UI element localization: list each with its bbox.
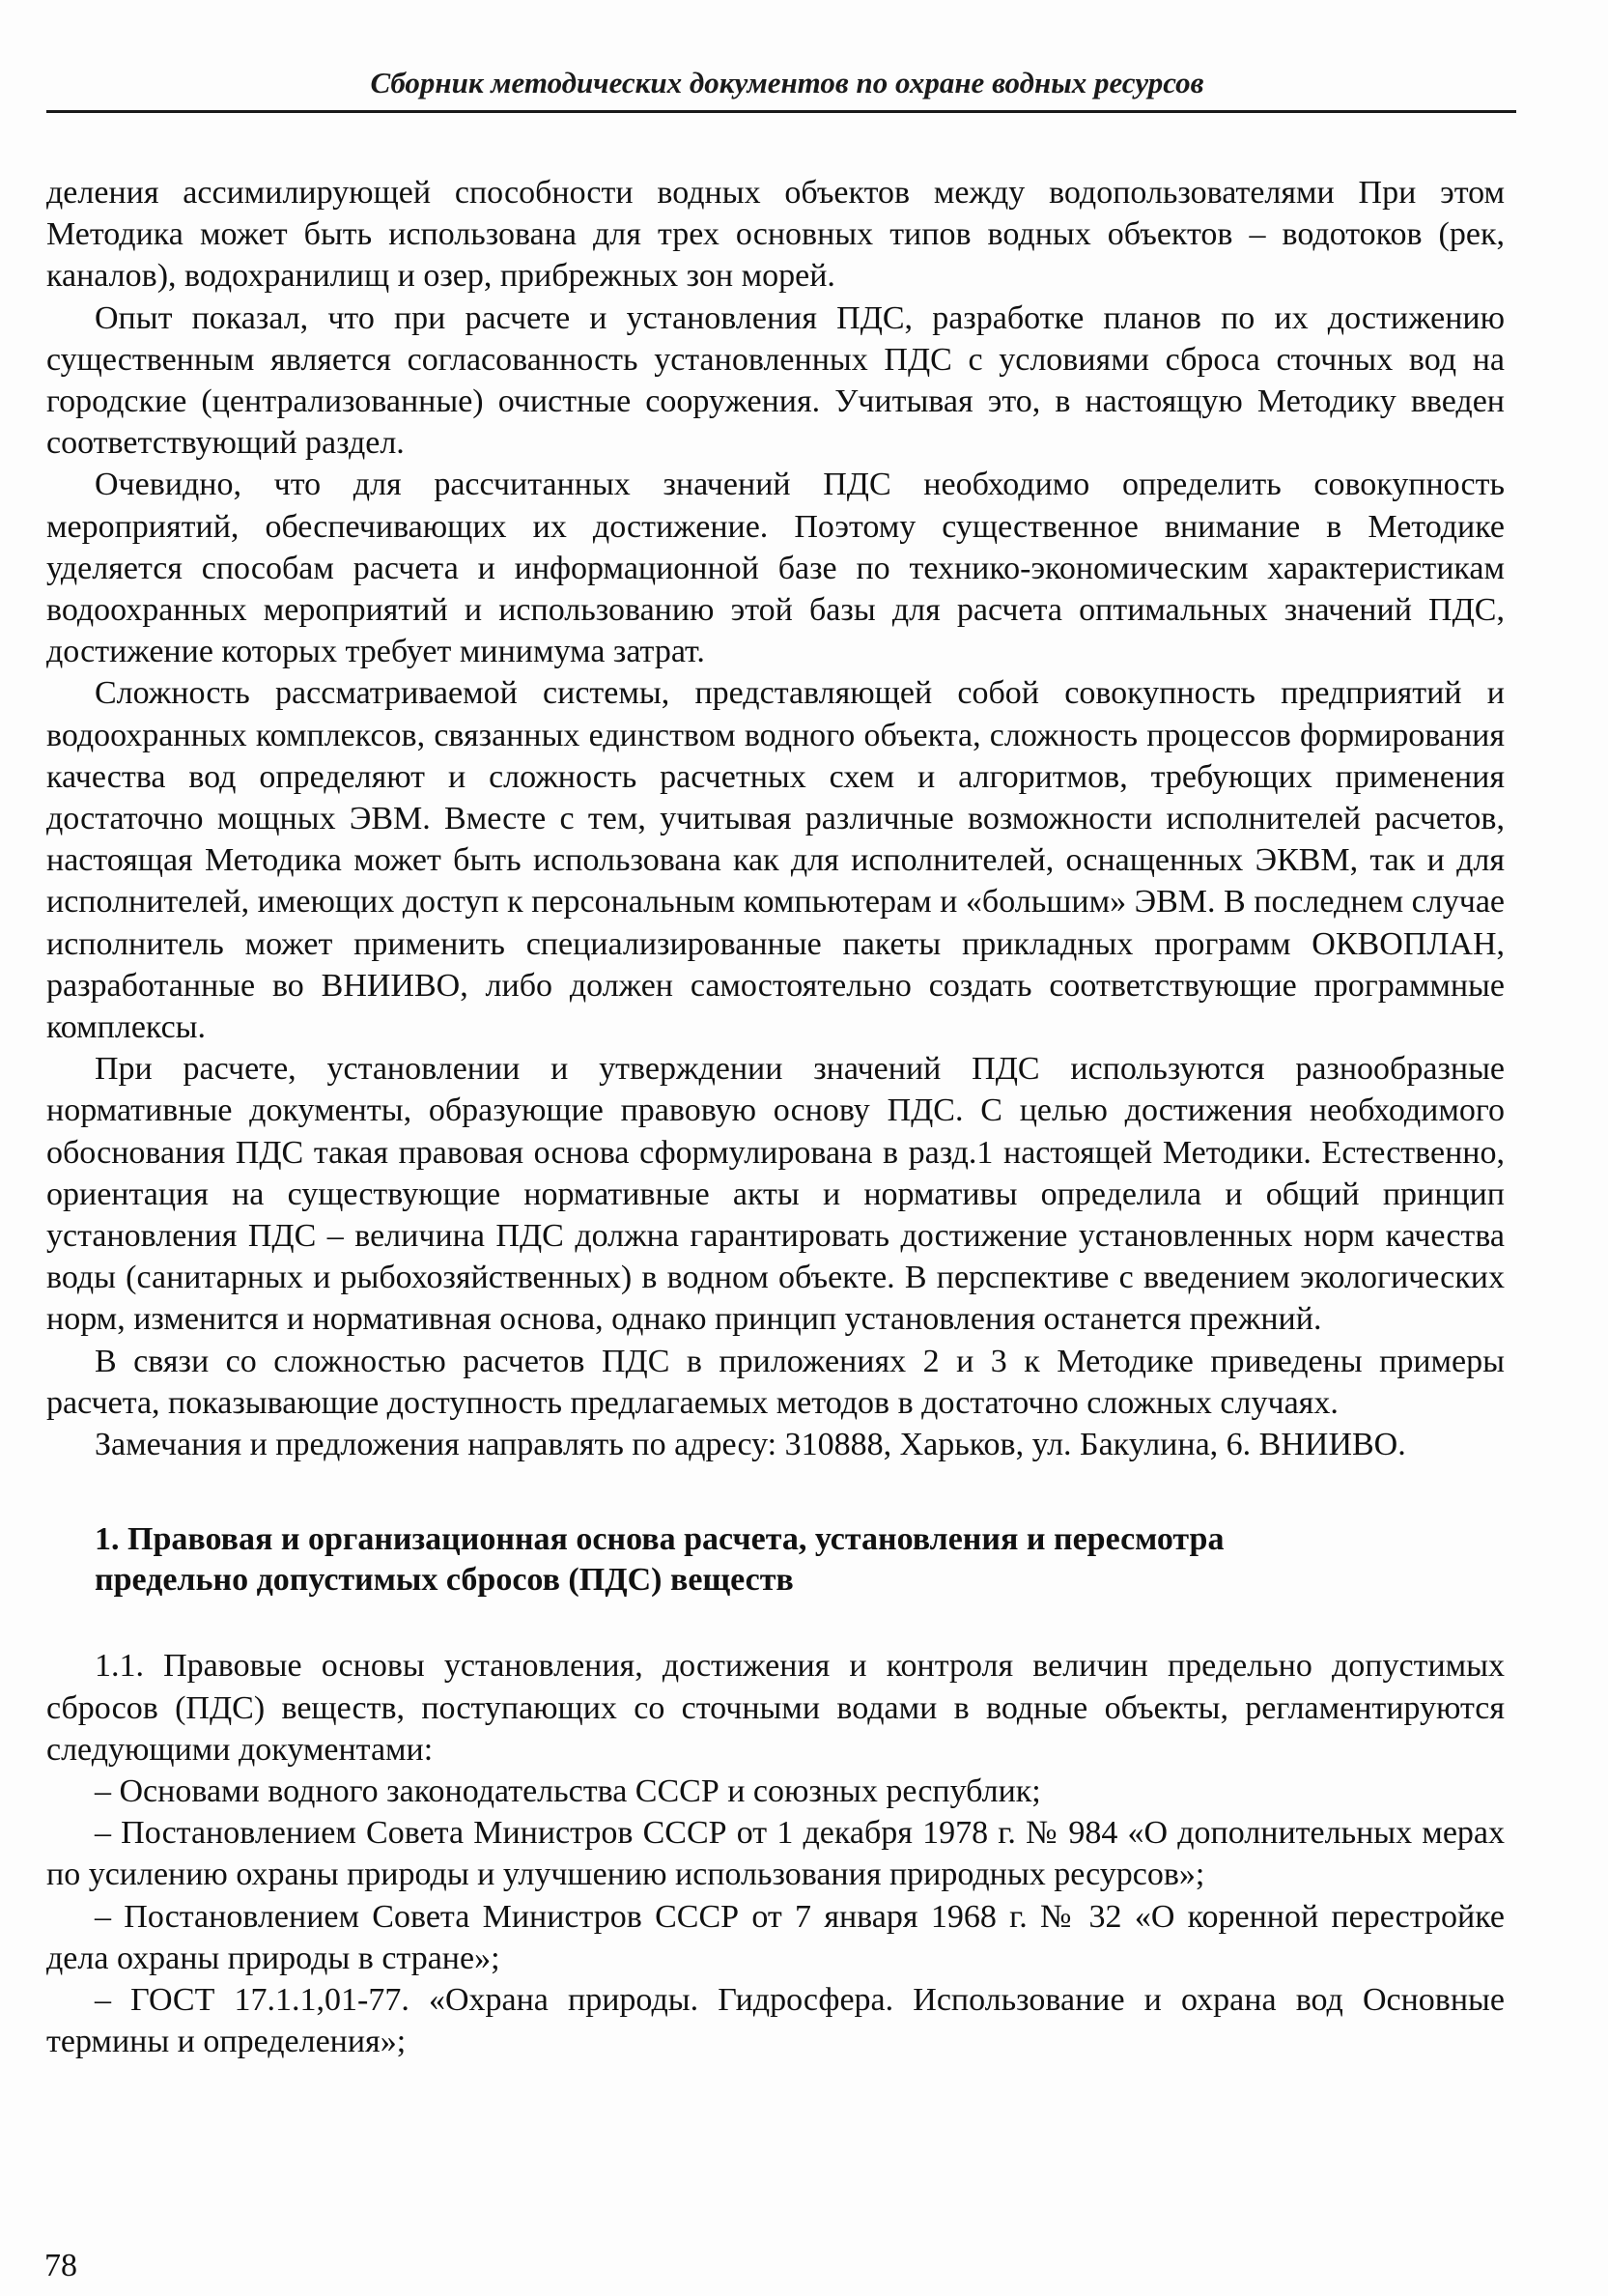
list-item: – Постановлением Совета Министров СССР от 7 января 1968 г. № 32 «О коренной перестройке дела охраны природы в стране»; (46, 1898, 1505, 1976)
section-intro: 1.1. Правовые основы установления, достижения и контроля величин предельно допустимых сбросов (ПДС) веществ, поступающих со сточными водами в водные объекты, регламентируются следующими документами: (46, 1648, 1505, 1768)
list-item: – ГОСТ 17.1.1,01-77. «Охрана природы. Гидросфера. Использование и охрана вод Основные термины и определения»; (46, 1981, 1505, 2060)
header-rule (46, 110, 1516, 113)
paragraph: В связи со сложностью расчетов ПДС в приложениях 2 и 3 к Методике приведены примеры расчета, показывающие доступность предлагаемых методов в достаточно сложных случаях. (46, 1343, 1505, 1421)
paragraph-continuation: деления ассимилирующей способности водных объектов между водопользователями При этом Методика может быть использована для трех основных типов водных объектов – водотоков (рек, каналов), водохранилищ и озер, прибрежных зон морей. (46, 175, 1505, 295)
running-header: Сборник методических документов по охране водных ресурсов (370, 66, 1204, 99)
paragraph: Очевидно, что для рассчитанных значений ПДС необходимо определить совокупность мероприятий, обеспечивающих их достижение. Поэтому существенное внимание в Методике уделяется способам расчета и информационной базе по технико-экономическим характеристикам водоохранных мероприятий и использованию этой базы для расчета оптимальных значений ПДС, достижение которых требует минимума затрат. (46, 467, 1505, 670)
paragraph: При расчете, установлении и утверждении значений ПДС используются разнообразные нормативные документы, образующие правовую основу ПДС. С целью достижения необходимого обоснования ПДС такая правовая основа сформулирована в разд.1 настоящей Методики. Естественно, ориентация на существующие нормативные акты и нормативы определила и общий принцип установления ПДС – величина ПДС должна гарантировать достижение установленных норм качества воды (санитарных и рыбохозяйственных) в водном объекте. В перспективе с введением экологических норм, изменится и нормативная основа, однако принцип установления останется прежний. (46, 1051, 1505, 1338)
paragraph: Замечания и предложения направлять по адресу: 310888, Харьков, ул. Бакулина, 6. ВНИИВО. (95, 1427, 1406, 1463)
page-number: 78 (44, 2248, 77, 2283)
paragraph: Опыт показал, что при расчете и установления ПДС, разработке планов по их достижению существенным является согласованность установленных ПДС с условиями сброса сточных вод на городские (централизованные) очистные сооружения. Учитывая это, в настоящую Методику введен соответствующий раздел. (46, 299, 1505, 462)
page-body (46, 172, 1505, 2062)
list-item: – Основами водного законодательства СССР и союзных республик; (95, 1772, 1041, 1809)
list-item: – Постановлением Совета Министров СССР от 1 декабря 1978 г. № 984 «О дополнительных мерах по усилению охраны природы и улучшению использования природных ресурсов»; (46, 1815, 1505, 1893)
section-heading: 1. Правовая и организационная основа расчета, установления и пересмотра предельно допустимых сбросов (ПДС) веществ (95, 1521, 1225, 1599)
paragraph: Сложность рассматриваемой системы, представляющей собой совокупность предприятий и водоохранных комплексов, связанных единством водного объекта, сложность процессов формирования качества вод определяют и сложность расчетных схем и алгоритмов, требующих применения достаточно мощных ЭВМ. Вместе с тем, учитывая различные возможности исполнителей расчетов, настоящая Методика может быть использована как для исполнителей, оснащенных ЭКВМ, так и для исполнителей, имеющих доступ к персональным компьютерам и «большим» ЭВМ. В последнем случае исполнитель может применить специализированные пакеты прикладных программ ОКВОПЛАН, разработанные во ВНИИВО, либо должен самостоятельно создать соответствующие программные комплексы. (46, 675, 1505, 1046)
